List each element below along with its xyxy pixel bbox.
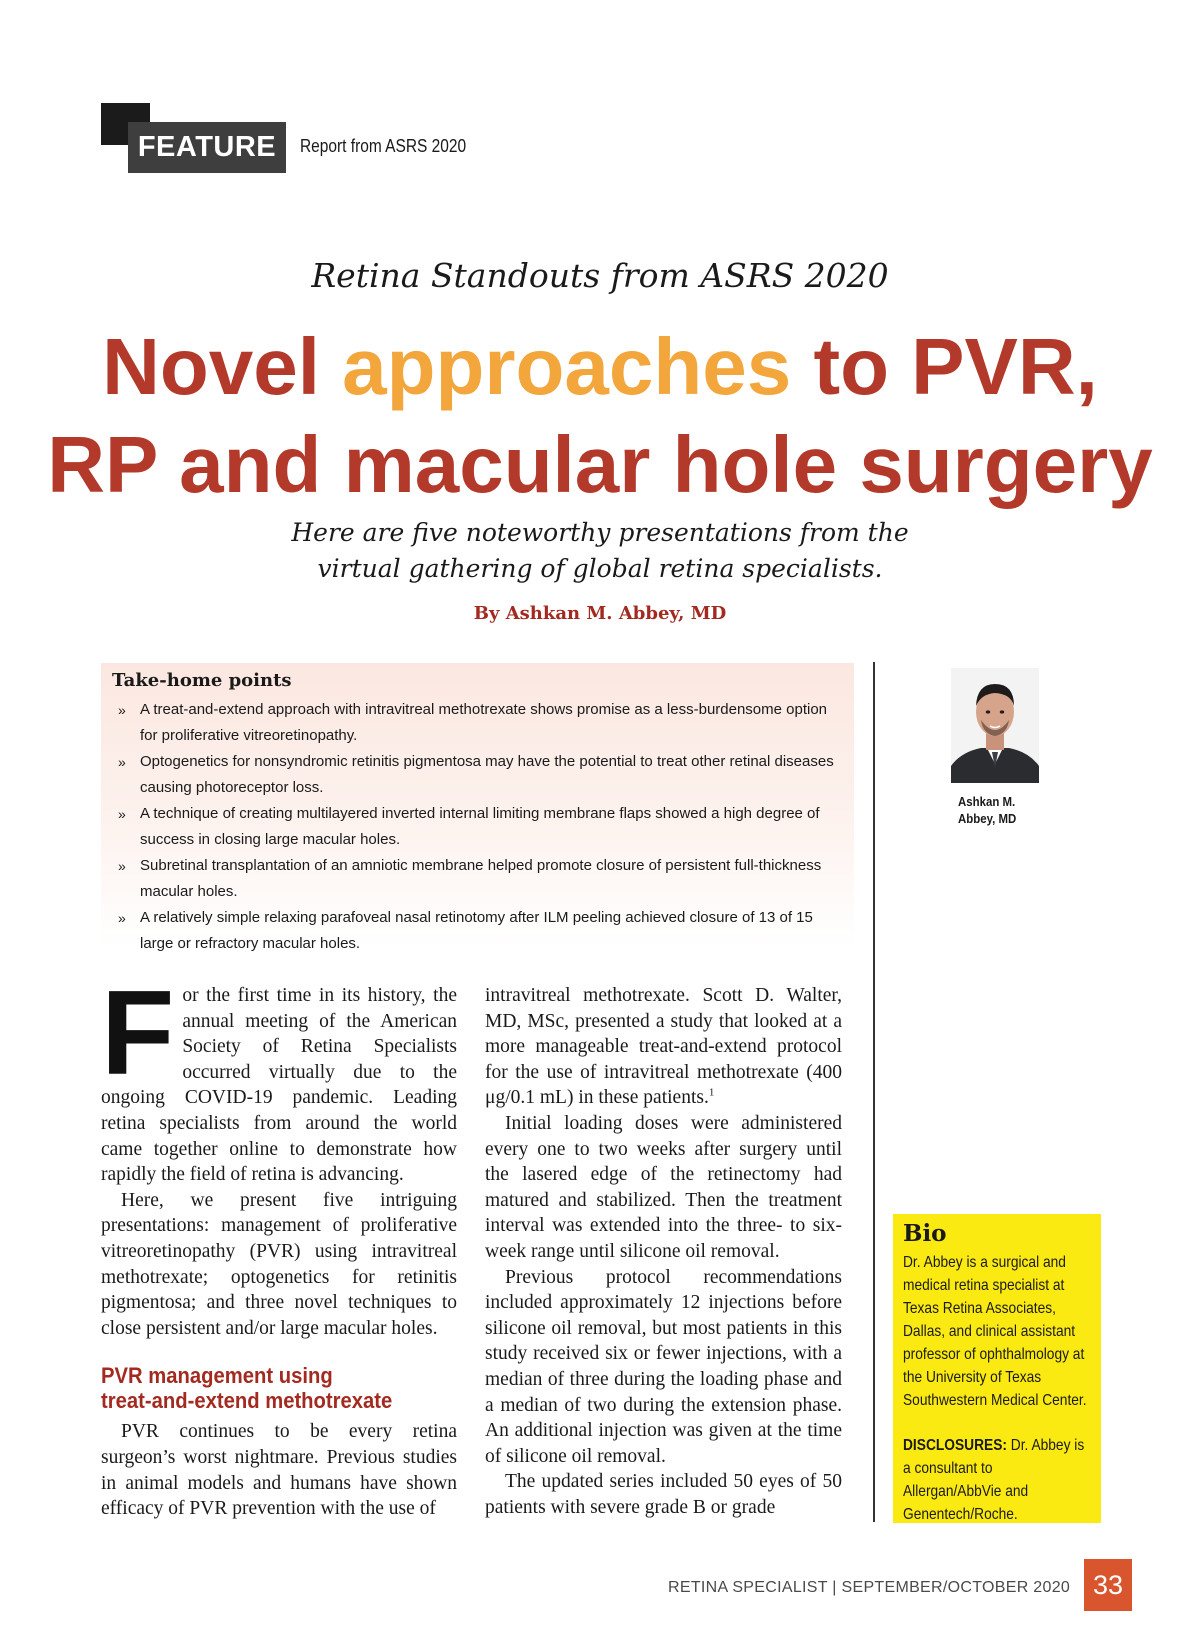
body-paragraph: Initial loading doses were administered every one to two weeks after surgery until the lasered edge of the retinectomy had matured and stabilized. Then the treatment interval was extended into the three- to six-week range until silicone oil removal. bbox=[485, 1112, 842, 1262]
article-kicker: Retina Standouts from ASRS 2020 bbox=[311, 256, 889, 295]
author-portrait-icon bbox=[951, 668, 1039, 783]
headline-line2: RP and macular hole surgery bbox=[47, 420, 1153, 509]
article-byline: By Ashkan M. Abbey, MD bbox=[473, 603, 727, 624]
article-deck bbox=[0, 515, 1200, 587]
headline-highlight: approaches bbox=[342, 322, 792, 411]
publication-name: RETINA SPECIALIST bbox=[668, 1579, 828, 1596]
section-subhead: PVR management using treat-and-extend methotrexate bbox=[101, 1363, 393, 1414]
reference-marker: 1 bbox=[708, 1086, 715, 1099]
body-paragraph: The updated series included 50 eyes of 50 patients with severe grade B or grade bbox=[485, 1471, 842, 1518]
bio-disclosures: DISCLOSURES: Dr. Abbey is a consultant to Allergan/AbbVie and Genentech/Roche. bbox=[903, 1437, 1085, 1523]
section-label: FEATURE bbox=[128, 122, 286, 173]
drop-cap: F bbox=[101, 966, 175, 1100]
bullet-icon: » bbox=[118, 754, 126, 770]
page-footer bbox=[668, 1579, 1070, 1597]
section-subtitle: Report from ASRS 2020 bbox=[300, 136, 467, 156]
body-paragraph: Here, we present five intriguing presentations: management of proliferative vitreoretinopathy (PVR) using intravitreal methotrexate; optogenetics for retinitis pigmentosa; and three novel techniques to close persistent and/or large macular holes. bbox=[101, 1189, 457, 1339]
takeaways-title: Take-home points bbox=[112, 670, 292, 691]
takeaway-item: » A technique of creating multilayered inverted internal limiting membrane flaps showed a high degree of success in closing large macular holes. bbox=[118, 801, 848, 853]
bio-title: Bio bbox=[903, 1220, 947, 1247]
body-column-1 bbox=[101, 966, 457, 1522]
column-divider bbox=[873, 662, 875, 1522]
body-paragraph: For the first time in its history, the annual meeting of the American Society of Retina Specialists occurred virtually due to the ongoing COVID-19 pandemic. Leading retina specialists from around the world came together online to demonstrate how rapidly the field of retina is advancing. bbox=[101, 966, 457, 1186]
issue-date: SEPTEMBER/OCTOBER 2020 bbox=[841, 1579, 1071, 1596]
bullet-icon: » bbox=[118, 806, 126, 822]
body-paragraph: Previous protocol recommendations included approximately 12 injections before silicone oil removal, but most patients in this study received six or fewer injections, with a median of three during the loading phase and a median of two during the extension phase. An additional injection was given at the time of silicone oil removal. bbox=[485, 1266, 842, 1467]
deck-line2: virtual gathering of global retina specialists. bbox=[317, 554, 883, 583]
takeaway-item: » A relatively simple relaxing parafoveal nasal retinotomy after ILM peeling achieved closure of 13 of 15 large or refractory macular holes. bbox=[118, 905, 848, 957]
bullet-icon: » bbox=[118, 702, 126, 718]
author-photo-caption: Ashkan M. Abbey, MD bbox=[958, 794, 1017, 826]
deck-line1: Here are five noteworthy presentations from the bbox=[291, 518, 909, 547]
page-number: 33 bbox=[1084, 1559, 1132, 1611]
takeaways-list bbox=[118, 697, 848, 957]
takeaway-item: » Subretinal transplantation of an amniotic membrane helped promote closure of persistent full-thickness macular holes. bbox=[118, 853, 848, 905]
bio-text: Dr. Abbey is a surgical and medical retina specialist at Texas Retina Associates, Dallas, and clinical assistant professor of ophthalmology at the University of Texas Southwestern Medical Center. bbox=[903, 1254, 1087, 1409]
body-column-2 bbox=[485, 983, 842, 1520]
disclosures-label: DISCLOSURES: bbox=[903, 1437, 1007, 1454]
body-paragraph: intravitreal methotrexate. Scott D. Walter, MD, MSc, presented a study that looked at a more manageable treat-and-extend protocol for the use of intravitreal methotrexate (400 μg/0.1 mL) in these patients.$^1$ bbox=[485, 985, 842, 1109]
bullet-icon: » bbox=[118, 910, 126, 926]
headline-part1: Novel bbox=[102, 322, 343, 411]
body-paragraph: PVR continues to be every retina surgeon’s worst nightmare. Previous studies in animal models and humans have shown efficacy of PVR prevention with the use of bbox=[101, 1421, 457, 1520]
bullet-icon: » bbox=[118, 858, 126, 874]
author-photo bbox=[951, 668, 1039, 783]
takeaway-item: » A treat-and-extend approach with intravitreal methotrexate shows promise as a less-burdensome option for proliferative vitreoretinopathy. bbox=[118, 697, 848, 749]
article-headline bbox=[0, 318, 1200, 514]
footer-separator: | bbox=[832, 1579, 837, 1596]
takeaway-item: » Optogenetics for nonsyndromic retinitis pigmentosa may have the potential to treat other retinal diseases causing photoreceptor loss. bbox=[118, 749, 848, 801]
headline-part2: to PVR, bbox=[791, 322, 1098, 411]
